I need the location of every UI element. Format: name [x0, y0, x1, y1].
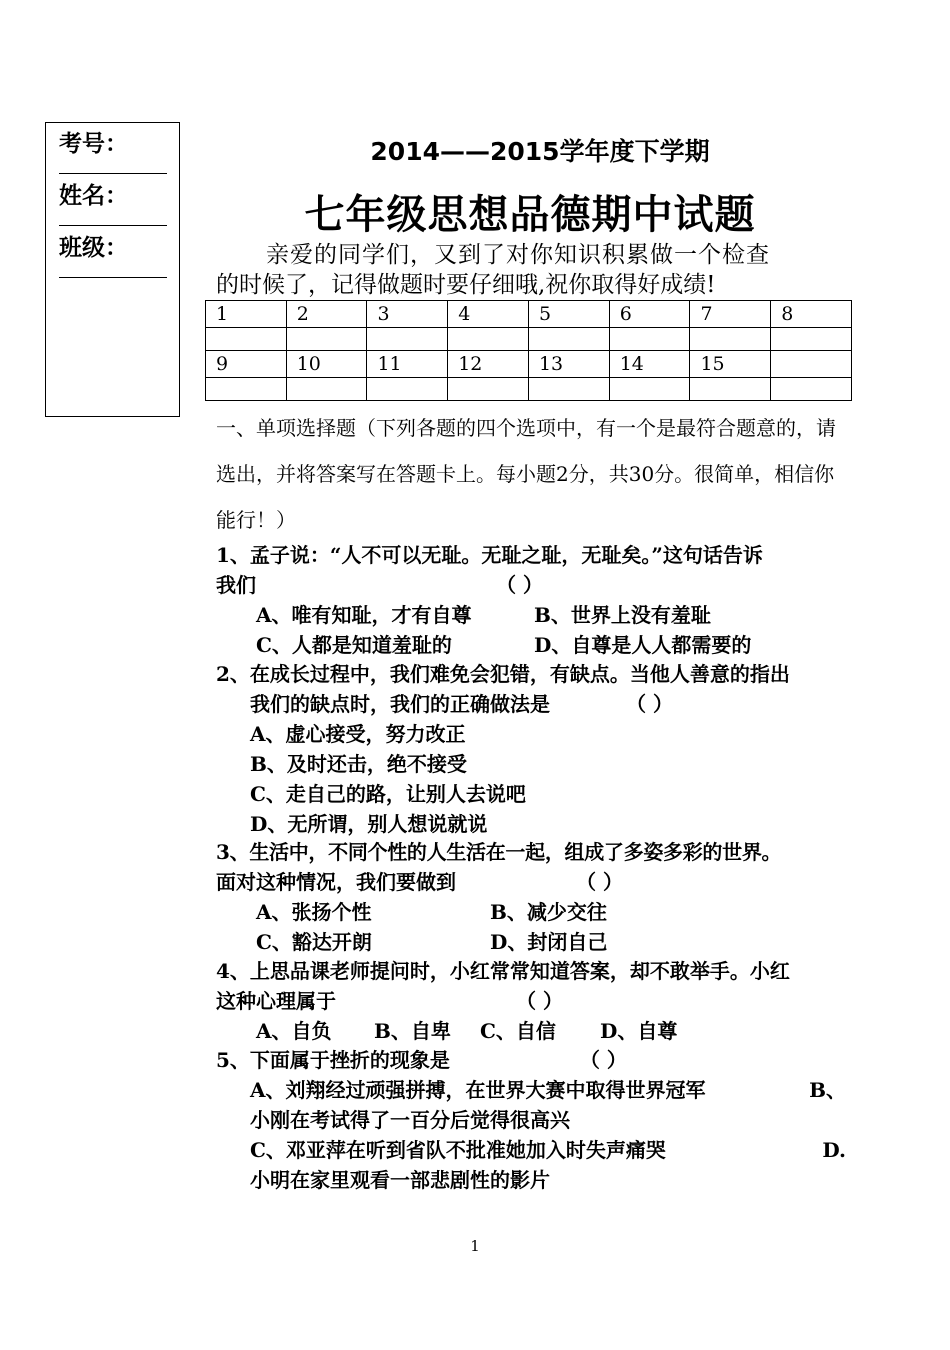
section-1-instructions: 一、单项选择题（下列各题的四个选项中，有一个是最符合题意的，请选出，并将答案写在答题卡上。每小题2分，共30分。很简单，相信你能行！） [216, 416, 836, 532]
question-1-options-row-1 [216, 600, 846, 630]
answer-blank-cell[interactable] [206, 328, 287, 351]
answer-blank-row [206, 328, 852, 351]
intro-line-2: 的时候了，记得做题时要仔细哦,祝你取得好成绩! [216, 272, 716, 298]
page-number: 1 [470, 1237, 480, 1255]
question-2-stem-cont [216, 689, 846, 719]
option-c: C、走自己的路，让别人去说吧 [250, 782, 526, 806]
question-2-stem: 2、在成长过程中，我们难免会犯错，有缺点。当他人善意的指出 [216, 662, 790, 686]
exam-number-label: 考号： [59, 131, 128, 157]
option-a: A、张扬个性 [256, 900, 372, 924]
option-a: A、唯有知耻，才有自尊 [256, 603, 472, 627]
answer-sheet-table [205, 300, 852, 401]
answer-number-cell: 6 [609, 301, 690, 328]
answer-number-row [206, 351, 852, 378]
option-c: C、邓亚萍在听到省队不批准她加入时失声痛哭 [250, 1138, 666, 1162]
answer-blank-cell[interactable] [771, 378, 852, 401]
option-c: C、人都是知道羞耻的 [256, 633, 452, 657]
answer-paren: （ ） [576, 870, 623, 894]
answer-blank-cell[interactable] [448, 378, 529, 401]
answer-blank-cell[interactable] [528, 378, 609, 401]
answer-number-cell: 1 [206, 301, 287, 328]
answer-number-cell: 12 [448, 351, 529, 378]
class-label: 班级： [59, 235, 128, 261]
option-b: B、世界上没有羞耻 [534, 603, 711, 627]
answer-paren: （ ） [579, 1048, 627, 1072]
question-3-stem-cont [216, 867, 846, 897]
question-4 [216, 956, 846, 1046]
question-5-option-a-line [216, 1075, 846, 1105]
answer-number-cell: 7 [690, 301, 771, 328]
answer-blank-cell[interactable] [690, 378, 771, 401]
answer-blank-cell[interactable] [609, 378, 690, 401]
answer-blank-cell[interactable] [286, 378, 367, 401]
question-5-stem-line [216, 1045, 846, 1075]
option-b: B、减少交往 [490, 900, 607, 924]
option-b: B、及时还击，绝不接受 [250, 752, 467, 776]
question-3-options-row-2 [216, 927, 846, 957]
question-1-stem-cont [216, 570, 846, 600]
answer-blank-cell[interactable] [286, 328, 367, 351]
answer-blank-cell[interactable] [690, 328, 771, 351]
question-1-stem-text: 我们 [216, 573, 256, 597]
answer-number-cell: 15 [690, 351, 771, 378]
question-3-stem-text: 面对这种情况，我们要做到 [216, 870, 456, 894]
question-2 [216, 659, 846, 839]
question-3 [216, 837, 846, 957]
question-5-stem: 5、下面属于挫折的现象是 [216, 1048, 450, 1072]
option-d: D、封闭自己 [490, 930, 608, 954]
question-1 [216, 540, 846, 660]
question-1-options-row-2 [216, 630, 846, 660]
question-4-stem: 4、上思品课老师提问时，小红常常知道答案，却不敢举手。小红 [216, 959, 790, 983]
option-c: C、自信 [480, 1019, 556, 1043]
answer-number-cell: 11 [367, 351, 448, 378]
answer-number-cell: 10 [286, 351, 367, 378]
answer-number-cell: 3 [367, 301, 448, 328]
question-5-option-c-line [216, 1135, 846, 1165]
class-field [59, 229, 167, 278]
option-c: C、豁达开朗 [256, 930, 372, 954]
option-b: B、自卑 [374, 1019, 451, 1043]
question-4-stem-cont [216, 986, 846, 1016]
question-2-stem-text: 我们的缺点时，我们的正确做法是 [250, 692, 550, 716]
answer-paren: （ ） [626, 692, 673, 716]
name-field [59, 177, 167, 226]
option-a: A、刘翔经过顽强拼搏，在世界大赛中取得世界冠军 [250, 1078, 706, 1102]
question-3-stem: 3、生活中，不同个性的人生活在一起，组成了多姿多彩的世界。 [216, 840, 782, 864]
answer-paren: （ ） [516, 989, 563, 1013]
question-4-stem-text: 这种心理属于 [216, 989, 336, 1013]
answer-number-cell: 4 [448, 301, 529, 328]
option-d: D、自尊是人人都需要的 [534, 633, 752, 657]
option-d-label: D. [822, 1138, 846, 1162]
option-a: A、虚心接受，努力改正 [250, 722, 466, 746]
answer-number-cell: 9 [206, 351, 287, 378]
student-info-box [45, 122, 180, 417]
option-d: D、无所谓，别人想说就说 [250, 812, 488, 836]
question-4-options-row [216, 1016, 846, 1046]
question-1-stem: 1、孟子说：“人不可以无耻。无耻之耻，无耻矣。”这句话告诉 [216, 543, 763, 567]
answer-number-cell [771, 351, 852, 378]
answer-blank-cell[interactable] [771, 328, 852, 351]
option-d: D、自尊 [600, 1019, 678, 1043]
answer-blank-cell[interactable] [206, 378, 287, 401]
option-b: 小刚在考试得了一百分后觉得很高兴 [250, 1108, 570, 1132]
answer-blank-cell[interactable] [448, 328, 529, 351]
option-a: A、自负 [256, 1019, 332, 1043]
answer-blank-cell[interactable] [367, 328, 448, 351]
exam-title: 七年级思想品德期中试题 [304, 192, 756, 238]
answer-blank-row [206, 378, 852, 401]
option-d: 小明在家里观看一部悲剧性的影片 [250, 1168, 550, 1192]
exam-number-field [59, 125, 167, 174]
question-3-options-row-1 [216, 897, 846, 927]
name-label: 姓名： [59, 183, 128, 209]
intro-text [216, 240, 846, 300]
answer-number-cell: 13 [528, 351, 609, 378]
answer-number-cell: 5 [528, 301, 609, 328]
answer-number-cell: 14 [609, 351, 690, 378]
answer-blank-cell[interactable] [367, 378, 448, 401]
answer-blank-cell[interactable] [528, 328, 609, 351]
answer-blank-cell[interactable] [609, 328, 690, 351]
answer-number-cell: 8 [771, 301, 852, 328]
answer-number-row [206, 301, 852, 328]
intro-line-1: 亲爱的同学们，又到了对你知识积累做一个检查 [266, 242, 770, 268]
question-5 [216, 1045, 846, 1195]
option-b-label: B、 [809, 1078, 846, 1102]
answer-number-cell: 2 [286, 301, 367, 328]
answer-paren: （ ） [496, 573, 543, 597]
term-title: 2014——2015学年度下学期 [370, 137, 710, 166]
